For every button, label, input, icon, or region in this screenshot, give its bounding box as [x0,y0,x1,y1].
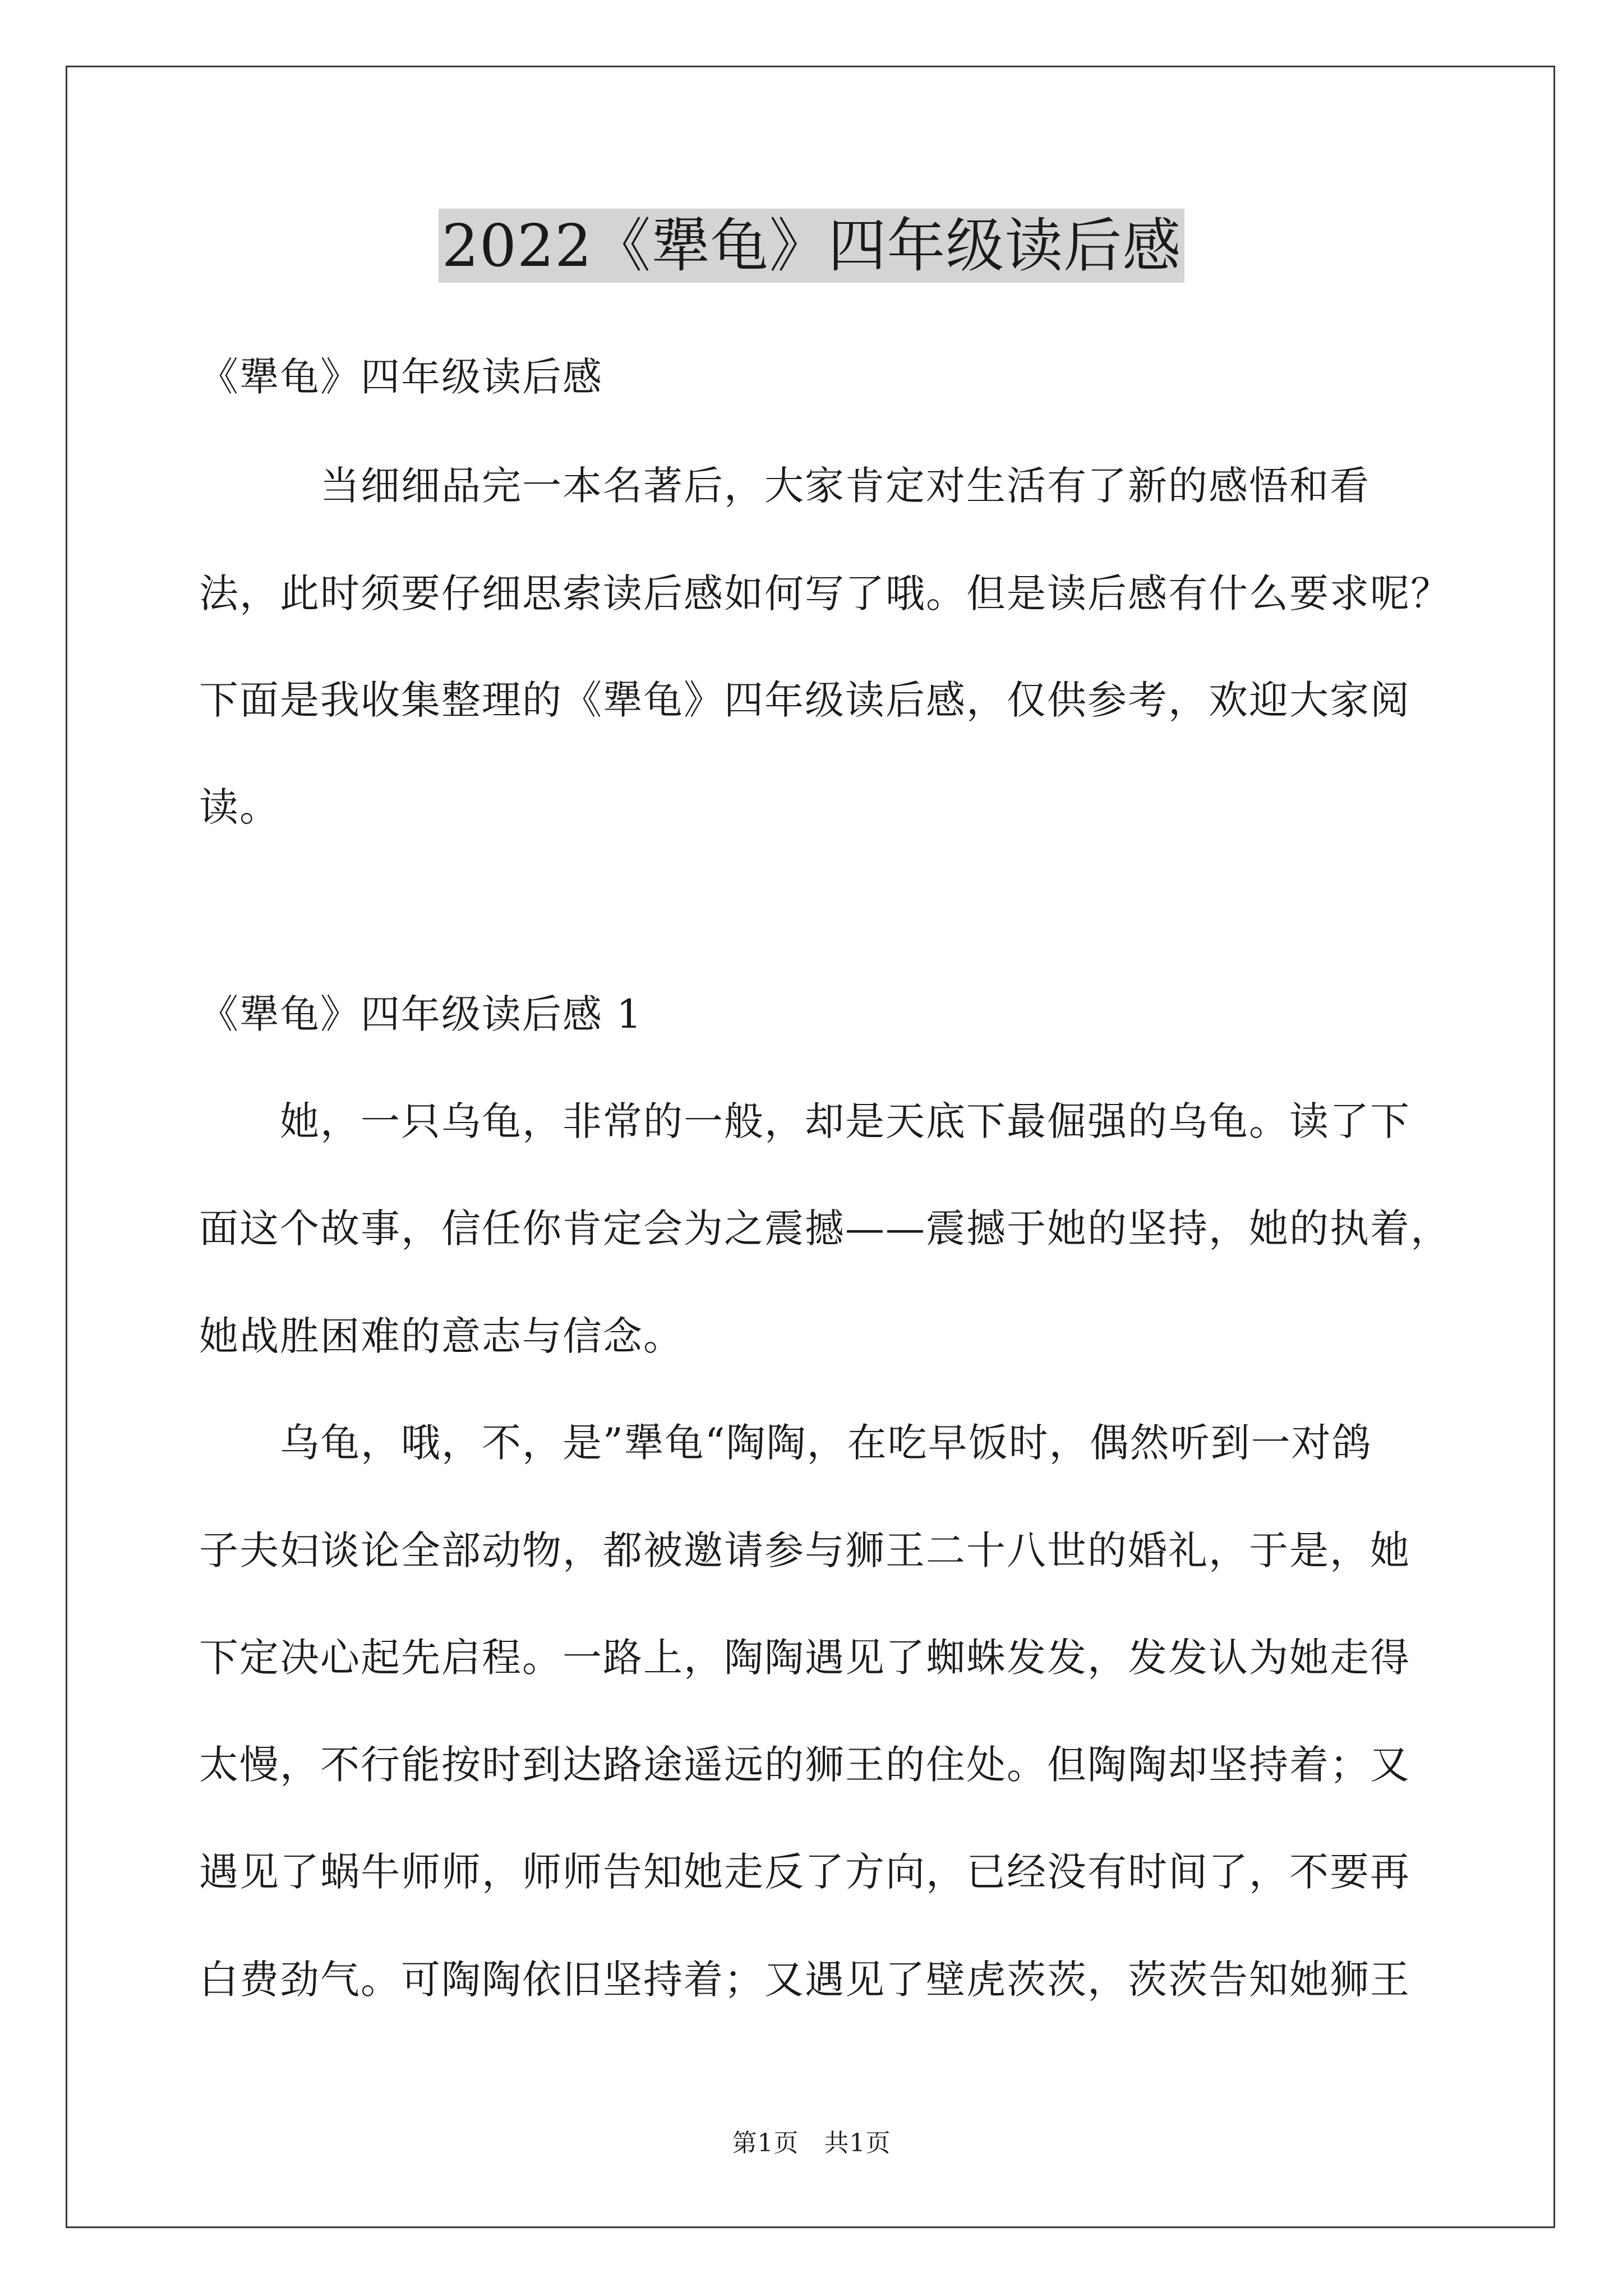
section-heading: 《犟龟》四年级读后感 1 [199,991,643,1037]
paragraph2-line-1: 乌龟，哦，不，是”犟龟“陶陶，在吃早饭时，偶然听到一对鸽 [199,1420,1372,1466]
document-title: 2022《犟龟》四年级读后感 [439,209,1185,283]
paragraph2-line-5: 遇见了蜗牛师师，师师告知她走反了方向，已经没有时间了，不要再 [199,1849,1410,1895]
paragraph2-line-6: 白费劲气。可陶陶依旧坚持着；又遇见了壁虎茨茨，茨茨告知她狮王 [199,1957,1410,2003]
intro-line-4: 读。 [199,784,280,830]
intro-line-2: 法，此时须要仔细思索读后感如何写了哦。但是读后感有什么要求呢？ [199,570,1451,616]
intro-line-3: 下面是我收集整理的《犟龟》四年级读后感，仅供参考，欢迎大家阅 [199,677,1410,723]
paragraph2-line-2: 子夫妇谈论全部动物，都被邀请参与狮王二十八世的婚礼，于是，她 [199,1527,1410,1573]
paragraph2-line-3: 下定决心起先启程。一路上，陶陶遇见了蜘蛛发发，发发认为她走得 [199,1635,1410,1681]
paragraph1-line-3: 她战胜困难的意志与信念。 [199,1313,684,1359]
paragraph1-line-2: 面这个故事，信任你肯定会为之震撼——震撼于她的坚持，她的执着， [199,1205,1451,1251]
page-footer: 第1页 共1页 [732,2129,891,2157]
intro-line-1: 当细细品完一本名著后，大家肯定对生活有了新的感悟和看 [199,463,1370,509]
paragraph1-line-1: 她，一只乌龟，非常的一般，却是天底下最倔强的乌龟。读了下 [199,1098,1410,1144]
title-container [0,209,1623,283]
paragraph2-line-4: 太慢，不行能按时到达路途遥远的狮王的住处。但陶陶却坚持着；又 [199,1742,1410,1788]
document-subtitle: 《犟龟》四年级读后感 [199,354,603,400]
